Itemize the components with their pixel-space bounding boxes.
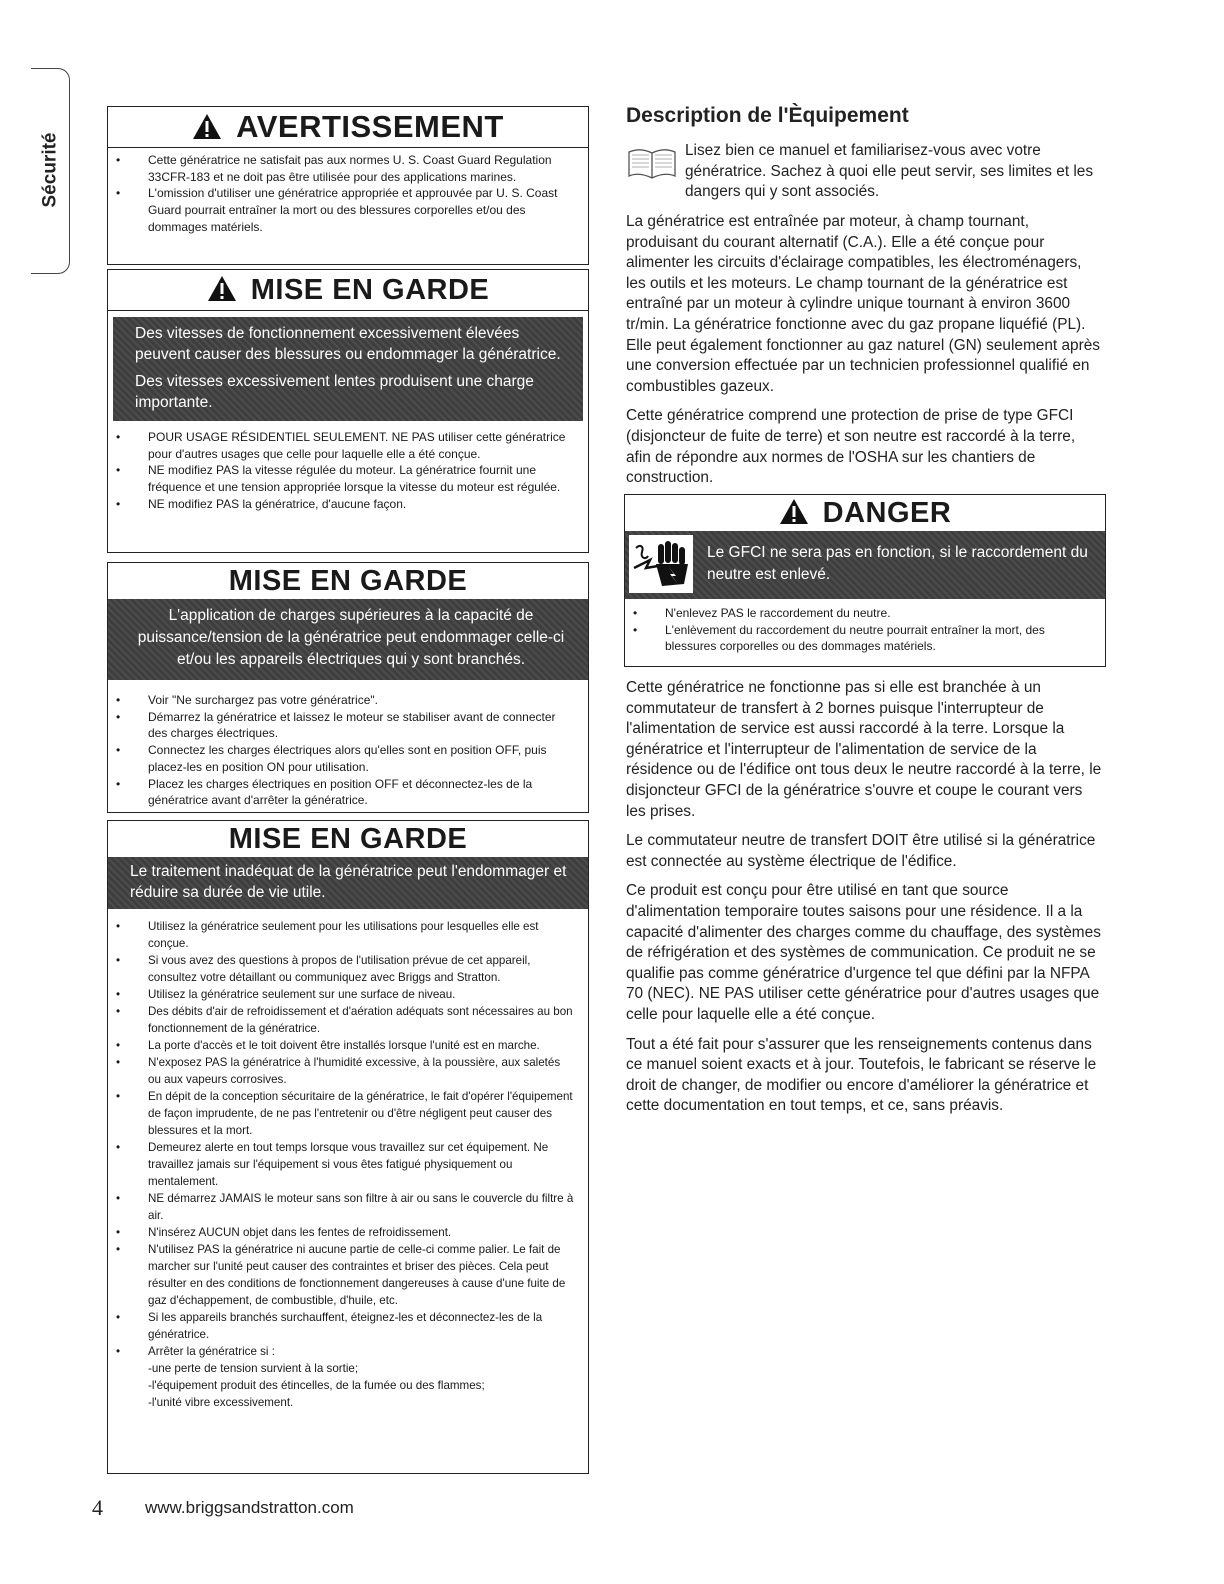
list-item: • Cette génératrice ne satisfait pas aux normes U. S. Coast Guard Regulation 33CFR-183 et ne doit pas être utilisée pour des applications marines. (108, 152, 572, 185)
caution-box-handling (107, 820, 589, 1474)
section-tab-label: Sécurité (39, 132, 61, 208)
sub-item: -une perte de tension survient à la sortie; (148, 1362, 359, 1375)
list-item: • Placez les charges électriques en position OFF et déconnectez-les de la génératrice avant d'arrêter la génératrice. (108, 776, 576, 809)
list-item: • N'insérez AUCUN objet dans les fentes de refroidissement. (108, 1224, 574, 1241)
sub-item: -l'équipement produit des étincelles, de la fumée ou des flammes; (148, 1379, 485, 1392)
warning-title-bar (108, 107, 588, 148)
banner-text: Le traitement inadéquat de la génératrice peut l'endommager et réduire sa durée de vie utile. (130, 863, 567, 901)
list-item: • Si les appareils branchés surchauffent, éteignez-les et déconnectez-les de la génératrice. (108, 1309, 574, 1343)
manual-icon (626, 145, 678, 186)
list-item: • En dépit de la conception sécuritaire de la génératrice, le fait d'opérer l'équipement de façon imprudente, de ne pas l'entretenir ou d'être négligent peut causer des blessures et la mort. (108, 1088, 574, 1139)
caution-title: MISE EN GARDE (228, 823, 468, 855)
list-item-text: • Arrêter la génératrice si : (148, 1345, 275, 1358)
paragraph: Cette génératrice comprend une protection de prise de type GFCI (disjoncteur de fuite de terre) et son neutre est raccordé à la terre, afin de répondre aux normes de l'OSHA sur les chantiers de construction. (626, 407, 1076, 487)
list-item: • POUR USAGE RÉSIDENTIEL SEULEMENT. NE PAS utiliser cette génératrice pour d'autres usages que celle pour laquelle elle a été conçue. (108, 429, 576, 462)
list-item: • N'enlevez PAS le raccordement du neutre. (625, 605, 1093, 622)
section-tab-label-wrap (31, 68, 69, 272)
list-item: • La porte d'accès et le toit doivent être installés lorsque l'unité est en marche. (108, 1037, 574, 1054)
list-item: • L'enlèvement du raccordement du neutre pourrait entraîner la mort, des blessures corporelles ou des dommages matériels. (625, 622, 1093, 655)
banner-text: Le GFCI ne sera pas en fonction, si le raccordement du neutre est enlevé. (707, 544, 1088, 583)
list-item: • NE modifiez PAS la vitesse régulée du moteur. La génératrice fournit une fréquence et une tension appropriée lorsque la vitesse du moteur est régulée. (108, 462, 576, 495)
paragraph: La génératrice est entraînée par moteur, à champ tournant, produisant du courant alternatif (C.A.). Elle a été conçue pour alimenter les circuits d'éclairage compatibles, les électroménagers, les outils et les moteurs. Le champ tournant de la génératrice est entraîné par un moteur à cylindre unique tournant à environ 3600 tr/min. La génératrice fonctionne avec du gaz propane liquéfié (PL). Elle peut également fonctionner au gaz naturel (GN) seulement après une conversion effectuée par un technicien professionnel qualifié en combustibles gazeux. (626, 213, 1100, 395)
list-item (108, 1343, 574, 1411)
manual-note: Lisez bien ce manuel et familiarisez-vous avec votre génératrice. Sachez à quoi elle peut servir, ses limites et les dangers qui y sont associés. (685, 142, 1094, 201)
danger-title-bar (625, 495, 1105, 531)
paragraph: Tout a été fait pour s'assurer que les renseignements contenus dans ce manuel soient exacts et à jour. Toutefois, le fabricant se réserve le droit de changer, de modifier ou encore d'améliorer la génératrice et cette documentation en tout temps, et ce, sans préavis. (626, 1035, 1097, 1115)
sub-item: -l'unité vibre excessivement. (148, 1396, 294, 1409)
list-item: • Connectez les charges électriques alors qu'elles sont en position OFF, puis placez-les en position ON pour utilisation. (108, 742, 576, 775)
list-item: • Demeurez alerte en tout temps lorsque vous travaillez sur cet équipement. Ne travaillez jamais sur l'équipement si vous êtes fatigué physiquement ou mentalement. (108, 1139, 574, 1190)
list-item: • Voir "Ne surchargez pas votre génératrice". (108, 692, 576, 709)
warning-list (108, 148, 588, 236)
caution-title: MISE EN GARDE (228, 565, 468, 597)
banner-text: Des vitesses de fonctionnement excessivement élevées peuvent causer des blessures ou endommager la génératrice. (135, 325, 561, 363)
caution-banner (113, 317, 583, 421)
warning-box (107, 106, 589, 265)
danger-list (625, 599, 1105, 655)
caution-list (108, 680, 588, 809)
list-item: • Des débits d'air de refroidissement et d'aération adéquats sont nécessaires au bon fonctionnement de la génératrice. (108, 1003, 574, 1037)
caution-list (108, 421, 588, 513)
caution-title: MISE EN GARDE (250, 274, 490, 306)
banner-text: L'application de charges supérieures à la capacité de puissance/tension de la génératrice peut endommager celle-ci et/ou les appareils électriques qui y sont branchés. (137, 607, 565, 668)
danger-box (624, 494, 1106, 667)
list-item: • NE modifiez PAS la génératrice, d'aucune façon. (108, 496, 576, 513)
warning-triangle-icon (779, 498, 809, 534)
caution-banner (108, 599, 588, 680)
paragraph: Le commutateur neutre de transfert DOIT être utilisé si la génératrice est connectée au système électrique de l'édifice. (626, 832, 1096, 870)
description-body-top (626, 212, 1104, 498)
warning-title: AVERTISSEMENT (236, 109, 504, 144)
list-item: • N'exposez PAS la génératrice à l'humidité excessive, à la poussière, aux saletés ou aux vapeurs corrosives. (108, 1054, 574, 1088)
paragraph: Cette génératrice ne fonctionne pas si elle est branchée à un commutateur de transfert à 2 bornes puisque l'interrupteur de l'alimentation de service est aussi raccordé à la terre. Lorsque la génératrice et l'interrupteur de l'alimentation de service de la résidence ou de l'édifice ont tous deux le neutre raccordé à la terre, le disjoncteur GFCI de la génératrice s'ouvre et coupe le courant vers les prises. (626, 679, 1102, 820)
caution-title-bar (108, 563, 588, 599)
description-body-bottom (626, 678, 1104, 1126)
caution-title-bar (108, 270, 588, 311)
list-item: • Utilisez la génératrice seulement sur une surface de niveau. (108, 986, 574, 1003)
list-item: • NE démarrez JAMAIS le moteur sans son filtre à air ou sans le couvercle du filtre à air. (108, 1190, 574, 1224)
caution-box-load (107, 562, 589, 813)
danger-title: DANGER (822, 497, 952, 529)
caution-title-bar (108, 821, 588, 857)
caution-banner (108, 857, 588, 909)
paragraph: Ce produit est conçu pour être utilisé en tant que source d'alimentation temporaire toutes saisons pour une résidence. Il a la capacité d'alimenter des charges comme du chauffage, des systèmes de réfrigération et des systèmes de communication. Ce produit ne se qualifie pas comme génératrice d'urgence tel que défini par la NFPA 70 (NEC). NE PAS utiliser cette génératrice pour d'autres usages que celle pour laquelle elle a été conçue. (626, 882, 1101, 1023)
danger-banner (625, 531, 1105, 599)
caution-list (108, 909, 588, 1411)
footer-url[interactable]: www.briggsandstratton.com (145, 1498, 354, 1517)
list-item: • Démarrez la génératrice et laissez le moteur se stabiliser avant de connecter des charges électriques. (108, 709, 576, 742)
electric-shock-icon (629, 535, 693, 593)
caution-box-speed (107, 269, 589, 553)
section-heading: Description de l'Èquipement (626, 104, 909, 127)
warning-triangle-icon (192, 110, 222, 150)
list-item: • Utilisez la génératrice seulement pour les utilisations pour lesquelles elle est conçue. (108, 918, 574, 952)
banner-text: Des vitesses excessivement lentes produisent une charge importante. (135, 373, 534, 411)
page-number: 4 (92, 1495, 103, 1520)
list-item: • L'omission d'utiliser une génératrice appropriée et approuvée par U. S. Coast Guard pourrait entraîner la mort ou des blessures corporelles et/ou des dommages matériels. (108, 185, 572, 235)
list-item: • Si vous avez des questions à propos de l'utilisation prévue de cet appareil, consultez votre détaillant ou communiquez avec Briggs and Stratton. (108, 952, 574, 986)
warning-triangle-icon (207, 273, 237, 313)
list-item: • N'utilisez PAS la génératrice ni aucune partie de celle-ci comme palier. Le fait de marcher sur l'unité peut causer des contraintes et briser des pièces. Cela peut résulter en des conditions de fonctionnement dangereuses à cause d'une fuite de gaz d'échappement, de combustible, d'huile, etc. (108, 1241, 574, 1309)
